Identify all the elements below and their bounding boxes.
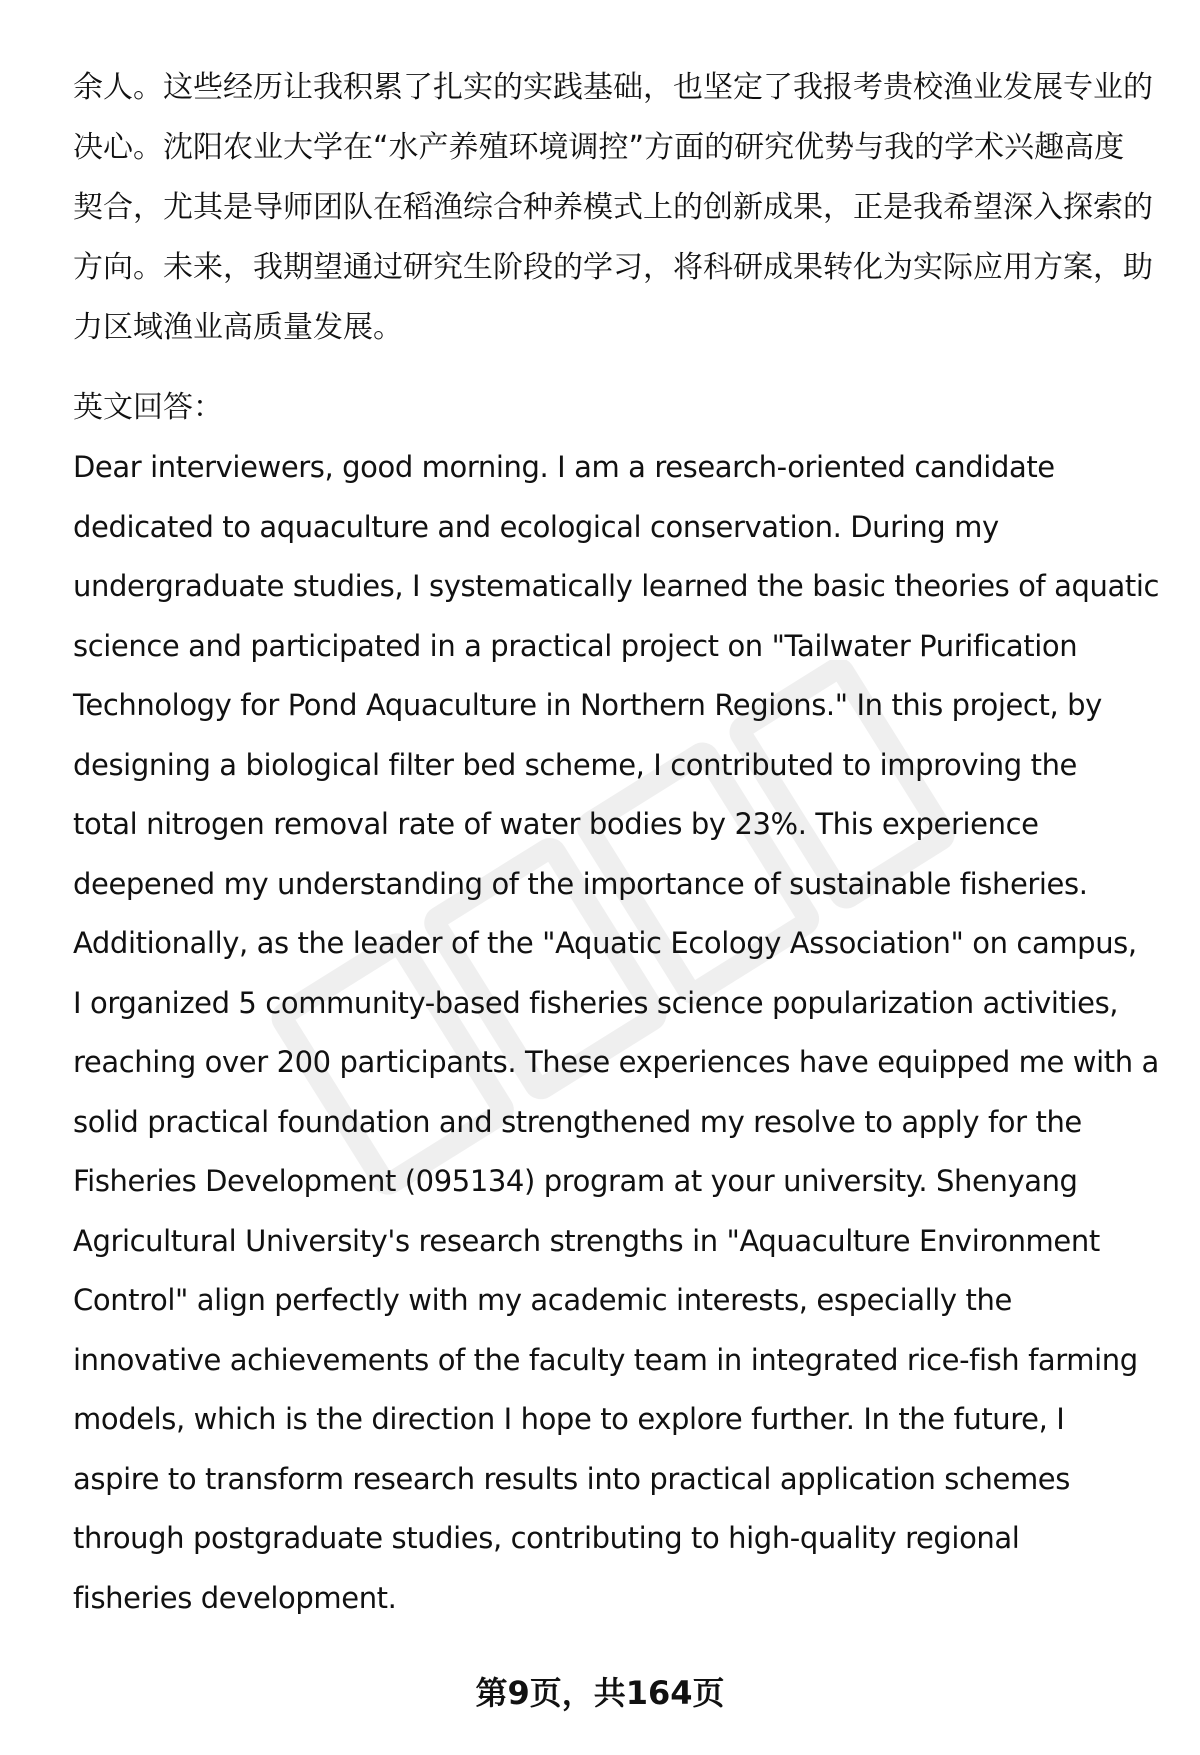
chinese-line: 决心。沈阳农业大学在“水产养殖环境调控”方面的研究优势与我的学术兴趣高度 [73, 130, 1125, 165]
english-line: Dear interviewers, good morning. I am a research-oriented candidate [73, 450, 1055, 484]
chinese-line: 方向。未来，我期望通过研究生阶段的学习，将科研成果转化为实际应用方案，助 [73, 250, 1153, 285]
page-number-footer: 第9页，共164页 [475, 1674, 725, 1712]
english-line: deepened my understanding of the importance of sustainable fisheries. [73, 866, 1088, 901]
english-line: Additionally, as the leader of the "Aquatic Ecology Association" on campus, [73, 926, 1137, 960]
english-line: Technology for Pond Aquaculture in Northern Regions." In this project, by [73, 688, 1102, 722]
english-line: aspire to transform research results into practical application schemes [73, 1461, 1070, 1496]
chinese-answer-paragraph [73, 58, 1153, 358]
english-line: Fisheries Development (095134) program at your university. Shenyang [73, 1164, 1078, 1198]
chinese-line: 余人。这些经历让我积累了扎实的实践基础，也坚定了我报考贵校渔业发展专业的 [73, 70, 1153, 105]
chinese-line: 力区域渔业高质量发展。 [73, 310, 403, 345]
english-line: dedicated to aquaculture and ecological conservation. During my [73, 509, 999, 544]
english-line: undergraduate studies, I systematically learned the basic theories of aquatic [73, 569, 1160, 603]
english-answer-heading: 英文回答： [73, 390, 223, 425]
chinese-line: 契合，尤其是导师团队在稻渔综合种养模式上的创新成果，正是我希望深入探索的 [73, 190, 1153, 225]
english-answer-paragraph [73, 438, 1163, 1628]
english-line: designing a biological filter bed scheme, I contributed to improving the [73, 747, 1077, 782]
english-line: total nitrogen removal rate of water bodies by 23%. This experience [73, 807, 1039, 841]
english-line: models, which is the direction I hope to explore further. In the future, I [73, 1402, 1065, 1436]
english-line: Agricultural University's research strengths in "Aquaculture Environment [73, 1223, 1100, 1258]
english-line: Control" align perfectly with my academic interests, especially the [73, 1283, 1012, 1317]
english-line: science and participated in a practical project on "Tailwater Purification [73, 628, 1078, 663]
english-line: solid practical foundation and strengthened my resolve to apply for the [73, 1104, 1082, 1139]
english-line: through postgraduate studies, contributing to high-quality regional [73, 1521, 1020, 1555]
english-line: fisheries development. [73, 1580, 397, 1615]
english-line: reaching over 200 participants. These experiences have equipped me with a [73, 1045, 1159, 1079]
english-line: innovative achievements of the faculty team in integrated rice-fish farming [73, 1342, 1138, 1377]
english-line: I organized 5 community-based fisheries science popularization activities, [73, 985, 1119, 1020]
